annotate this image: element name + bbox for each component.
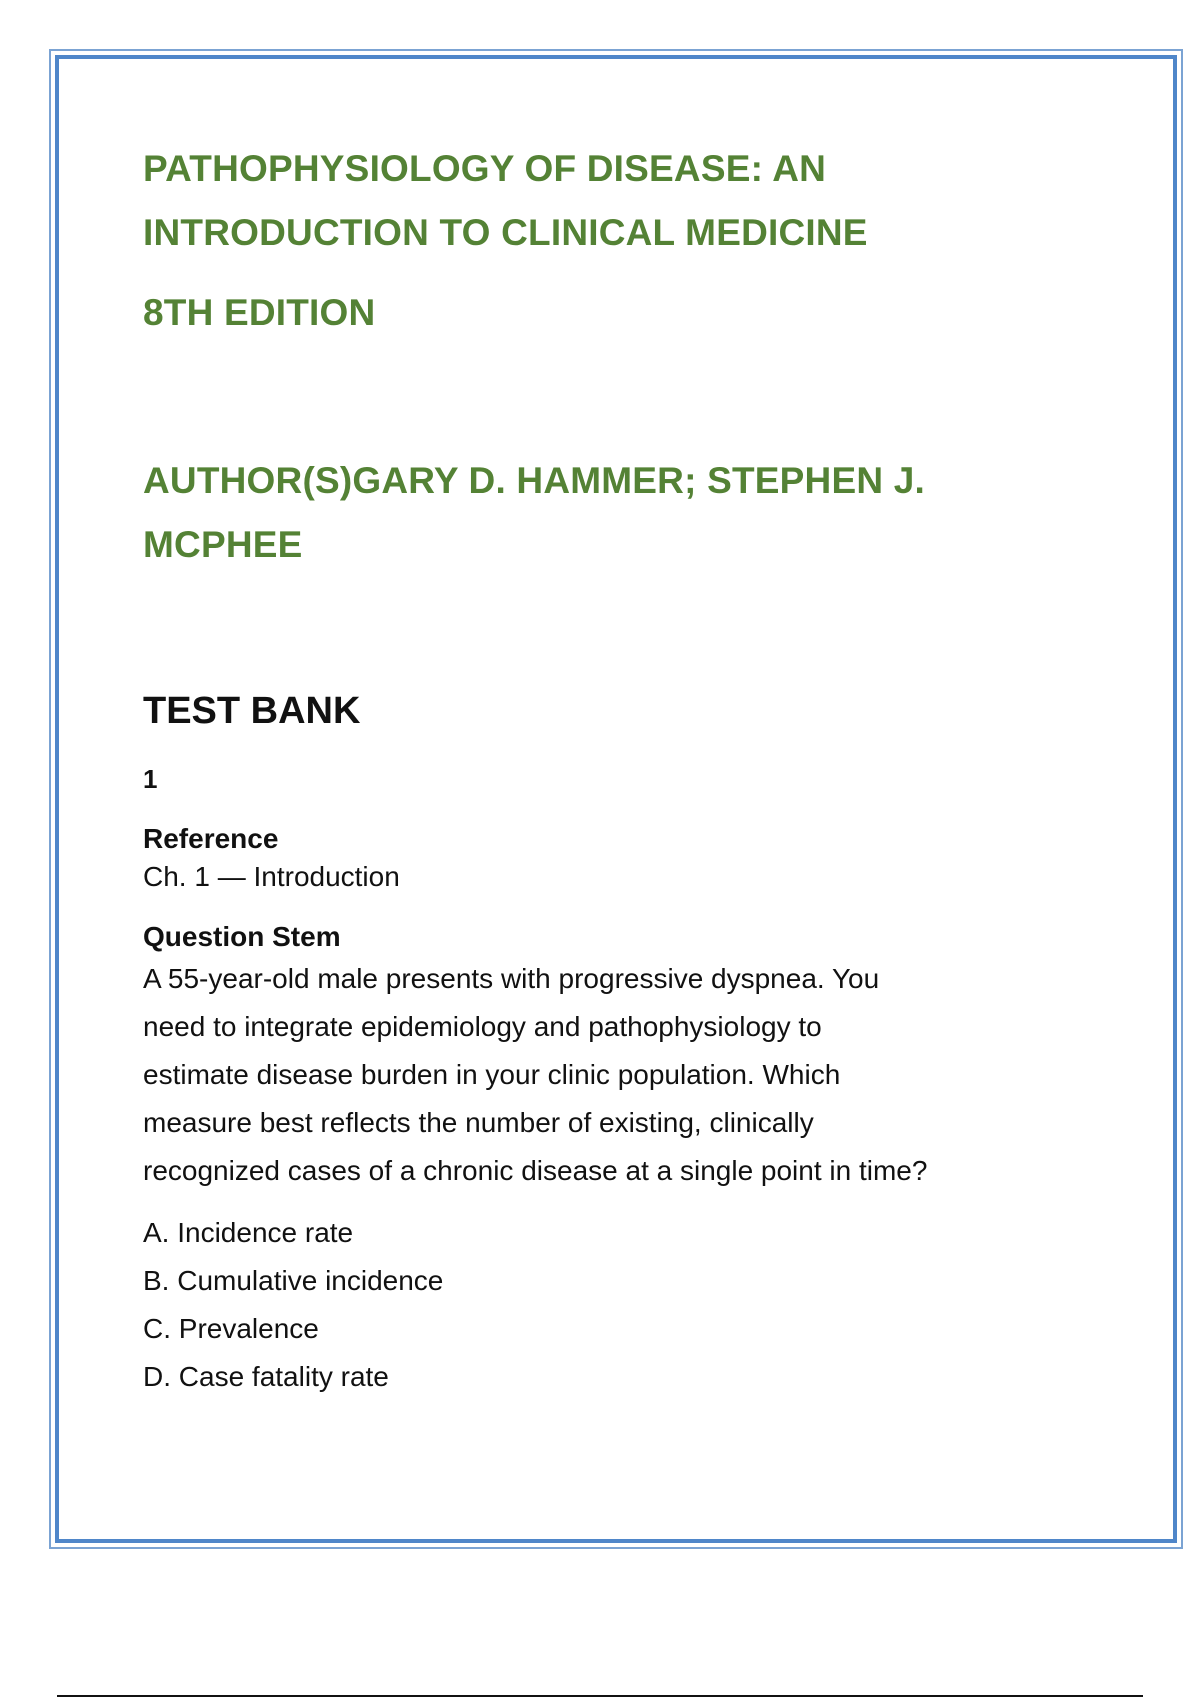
document-content (143, 137, 1103, 1401)
reference-text: Ch. 1 — Introduction (143, 861, 400, 892)
question-stem-label: Question Stem (143, 921, 341, 952)
question-stem-text (143, 955, 1103, 1195)
authors-line-2: MCPHEE (143, 524, 303, 565)
reference-label: Reference (143, 823, 279, 854)
stem-line: need to integrate epidemiology and pathophysiology to (143, 1011, 822, 1042)
stem-line: estimate disease burden in your clinic population. Which (143, 1059, 841, 1090)
answer-option-d: D. Case fatality rate (143, 1361, 389, 1392)
document-title (143, 137, 1103, 265)
edition-label: 8TH EDITION (143, 292, 376, 333)
question-block (143, 763, 1103, 1401)
stem-line: recognized cases of a chronic disease at a single point in time? (143, 1155, 928, 1186)
section-heading: TEST BANK (143, 690, 361, 732)
authors-line-1: AUTHOR(S)GARY D. HAMMER; STEPHEN J. (143, 460, 925, 501)
authors-block (143, 449, 1103, 577)
title-line-1: PATHOPHYSIOLOGY OF DISEASE: AN (143, 148, 827, 189)
answer-option-b: B. Cumulative incidence (143, 1265, 444, 1296)
page-border-inner (55, 55, 1177, 1543)
footer-rule (57, 1695, 1143, 1697)
question-number: 1 (143, 764, 158, 794)
answer-option-a: A. Incidence rate (143, 1217, 354, 1248)
title-line-2: INTRODUCTION TO CLINICAL MEDICINE (143, 212, 868, 253)
answer-options (143, 1209, 1103, 1401)
stem-line: A 55-year-old male presents with progressive dyspnea. You (143, 963, 880, 994)
page-border-outer (49, 49, 1183, 1549)
answer-option-c: C. Prevalence (143, 1313, 319, 1344)
stem-line: measure best reflects the number of existing, clinically (143, 1107, 814, 1138)
